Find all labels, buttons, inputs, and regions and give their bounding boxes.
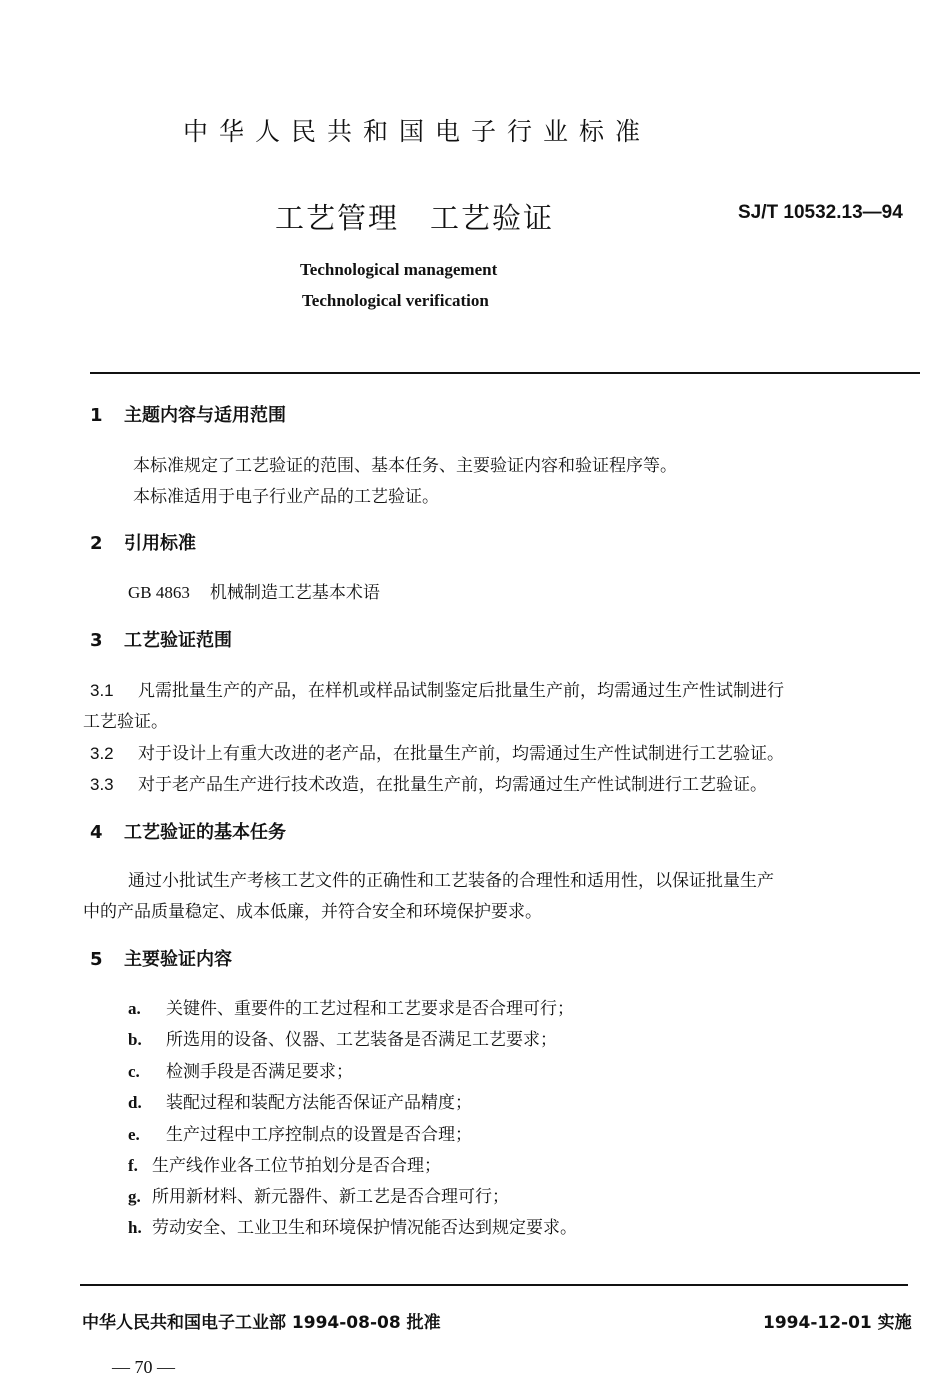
list-item-label: d. [128, 1093, 142, 1112]
reference-title: 机械制造工艺基本术语 [209, 583, 380, 603]
section-4-line-1: 通过小批试生产考核工艺文件的正确性和工艺装备的合理性和适用性，以保证批量生产 [128, 871, 774, 891]
footer-rule [80, 1284, 908, 1286]
section-2-title: 引用标准 [124, 533, 196, 554]
section-1-heading [90, 401, 286, 427]
list-item-label: h. [128, 1218, 142, 1237]
effective-date: 1994-12-01 实施 [763, 1313, 912, 1333]
clause-3-2-number: 3.2 [90, 744, 114, 763]
list-item [128, 994, 574, 1019]
list-item-text: 劳动安全、工业卫生和环境保护情况能否达到规定要求。 [152, 1218, 577, 1238]
section-5-heading [90, 945, 232, 971]
list-item-text: 装配过程和装配方法能否保证产品精度； [166, 1093, 472, 1113]
section-1-number: 1 [90, 405, 103, 426]
list-item-label: e. [128, 1125, 140, 1144]
list-item-text: 生产过程中工序控制点的设置是否合理； [166, 1125, 472, 1145]
list-item-label: a. [128, 999, 141, 1018]
section-4-line-2: 中的产品质量稳定、成本低廉，并符合安全和环境保护要求。 [83, 902, 542, 922]
list-item [128, 1120, 472, 1145]
section-2-number: 2 [90, 533, 103, 554]
list-item [128, 1151, 441, 1176]
section-4-heading [90, 818, 286, 844]
clause-3-2 [90, 739, 784, 764]
section-2-heading [90, 529, 196, 555]
list-item [128, 1057, 353, 1082]
reference-standard [128, 578, 380, 603]
list-item-label: f. [128, 1156, 138, 1175]
section-3-number: 3 [90, 630, 103, 651]
section-1-paragraph-1: 本标准规定了工艺验证的范围、基本任务、主要验证内容和验证程序等。 [133, 456, 677, 476]
list-item [128, 1088, 472, 1113]
list-item-label: c. [128, 1062, 140, 1081]
page-number: — 70 — [112, 1357, 175, 1377]
issuing-organization: 中华人民共和国电子行业标准 [183, 117, 652, 146]
list-item-text: 所用新材料、新元器件、新工艺是否合理可行； [152, 1187, 509, 1207]
list-item-text: 生产线作业各工位节拍划分是否合理； [152, 1156, 441, 1176]
list-item-label: b. [128, 1030, 142, 1049]
clause-3-3 [90, 770, 767, 795]
header-rule [90, 372, 920, 374]
reference-code: GB 4863 [128, 583, 190, 602]
list-item [128, 1025, 557, 1050]
section-5-number: 5 [90, 949, 103, 970]
section-3-heading [90, 626, 232, 652]
clause-3-3-text: 对于老产品生产进行技术改造，在批量生产前，均需通过生产性试制进行工艺验证。 [138, 775, 767, 795]
list-item-label: g. [128, 1187, 141, 1206]
clause-3-1-number: 3.1 [90, 681, 114, 700]
standard-code: SJ/T 10532.13—94 [738, 202, 903, 223]
section-3-title: 工艺验证范围 [124, 630, 232, 651]
section-1-title: 主题内容与适用范围 [124, 405, 286, 426]
list-item [128, 1182, 509, 1207]
clause-3-1-text: 凡需批量生产的产品，在样机或样品试制鉴定后批量生产前，均需通过生产性试制进行 [138, 681, 784, 701]
section-4-number: 4 [90, 822, 103, 843]
clause-3-3-number: 3.3 [90, 775, 114, 794]
english-title-line-2: Technological verification [302, 291, 489, 310]
list-item-text: 关键件、重要件的工艺过程和工艺要求是否合理可行； [166, 999, 574, 1019]
english-title-line-1: Technological management [300, 260, 498, 279]
clause-3-1-continuation: 工艺验证。 [83, 712, 168, 732]
list-item-text: 检测手段是否满足要求； [166, 1062, 353, 1082]
section-5-title: 主要验证内容 [124, 949, 232, 970]
list-item [128, 1213, 577, 1238]
section-4-title: 工艺验证的基本任务 [124, 822, 286, 843]
document-title: 工艺管理 工艺验证 [275, 201, 555, 235]
clause-3-1 [90, 676, 784, 701]
list-item-text: 所选用的设备、仪器、工艺装备是否满足工艺要求； [166, 1030, 557, 1050]
approval-line: 中华人民共和国电子工业部 1994-08-08 批准 [82, 1313, 441, 1333]
section-1-paragraph-2: 本标准适用于电子行业产品的工艺验证。 [133, 487, 439, 507]
clause-3-2-text: 对于设计上有重大改进的老产品，在批量生产前，均需通过生产性试制进行工艺验证。 [138, 744, 784, 764]
